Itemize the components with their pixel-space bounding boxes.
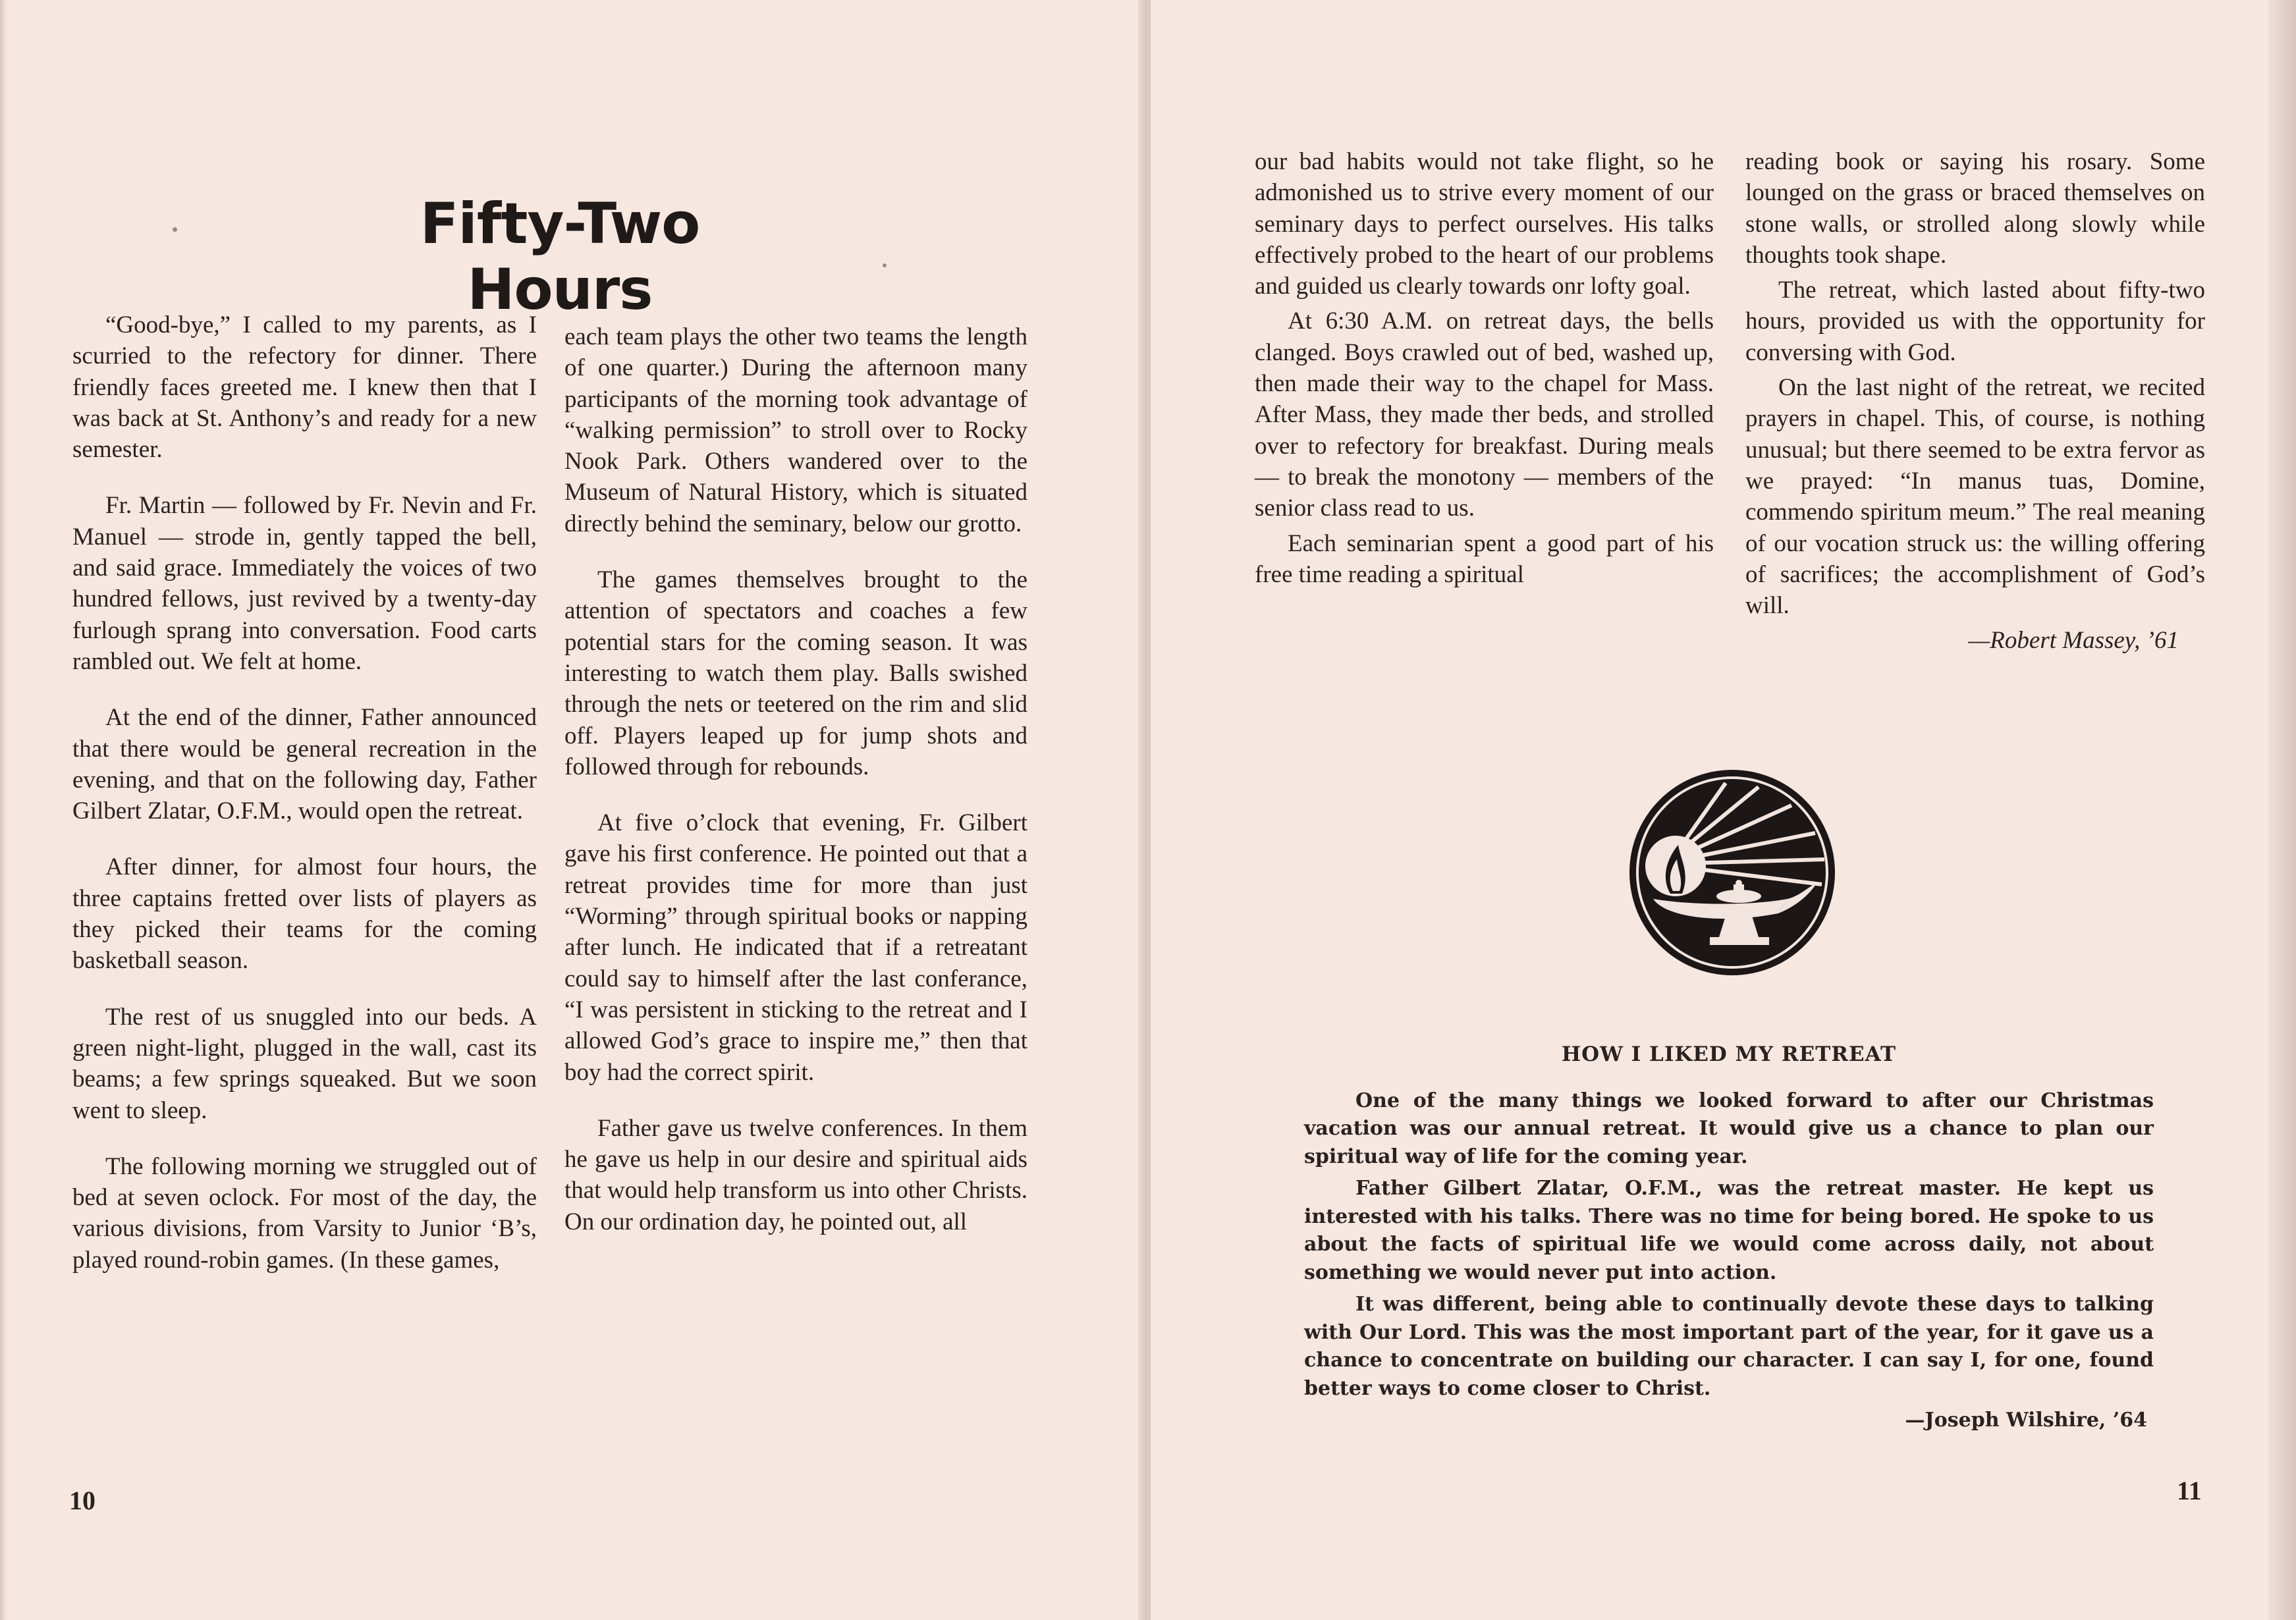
paragraph: The rest of us snuggled into our beds. A green night-light, plugged in the wall, cast its beams; a few springs squeaked. But we soon went to sleep.	[72, 1003, 537, 1124]
page-edge-shadow	[0, 0, 7, 1620]
page-number-right: 11	[2177, 1476, 2202, 1505]
paragraph: One of the many things we looked forward to after our Christmas vacation was our annual retreat. It would give us a chance to plan our spiritual way of life for the coming year.	[1304, 1089, 2154, 1168]
left-column-1	[72, 310, 537, 1301]
right-column-2	[1745, 146, 2205, 657]
author-signature: —Robert Massey, ’61	[1968, 627, 2179, 655]
paragraph: It was different, being able to continually devote these days to talking with Our Lord. This was the most important part of the year, for it gave us a chance to concentrate on building our character. I can say I, for one, found better ways to come closer to Christ.	[1304, 1293, 2154, 1400]
page-number-left: 10	[69, 1486, 96, 1515]
paragraph: Father Gilbert Zlatar, O.F.M., was the retreat master. He kept us interested with his talks. There was no time for being bored. He spoke to us about the facts of spiritual life we would come across daily, not about something we would never put into action.	[1304, 1177, 2154, 1284]
retreat-sidebar	[1304, 1040, 2154, 1435]
paragraph: At the end of the dinner, Father announced that there would be general recreation in the evening, and that on the following day, Father Gilbert Zlatar, O.F.M., would open the retreat.	[72, 704, 537, 825]
paragraph: After dinner, for almost four hours, the three captains fretted over lists of players as they picked their teams for the coming basketball season.	[72, 853, 537, 975]
paper-speck	[883, 263, 887, 267]
paper-speck	[173, 227, 177, 232]
paragraph: Each seminarian spent a good part of his free time reading a spiritual	[1255, 529, 1714, 588]
article-title: Fifty-Two Hours	[420, 191, 700, 323]
paragraph: The retreat, which lasted about fifty-two hours, provided us with the opportunity for conversing with God.	[1745, 277, 2205, 366]
paragraph: The following morning we struggled out of bed at seven oclock. For most of the day, the various divisions, from Varsity to Junior ‘B’s, played round-robin games. (In these games,	[72, 1152, 537, 1274]
left-column-2	[564, 321, 1027, 1262]
paragraph: each team plays the other two teams the length of one quarter.) During the afternoon many participants of the morning took advantage of “walking permission” to stroll over to Rocky Nook Park. Others wandered over to the Museum of Natural History, which is situated directly behind the seminary, below our grotto.	[564, 323, 1027, 537]
right-column-1	[1255, 146, 1714, 594]
paragraph: The games themselves brought to the attention of spectators and coaches a few potential stars for the coming season. It was interesting to watch them play. Balls swished through the nets or teetered on the rim and slid off. Players leaped up for jump shots and followed through for rebounds.	[564, 566, 1027, 780]
left-page	[0, 0, 1143, 1620]
sidebar-heading: HOW I LIKED MY RETREAT	[1561, 1042, 1897, 1066]
author-signature: —Joseph Wilshire, ’64	[1905, 1409, 2147, 1432]
paragraph: our bad habits would not take flight, so he admonished us to strive every moment of our seminary days to perfect ourselves. His talks effectively probed to the heart of our problems and guided us clearly towards onr lofty goal.	[1255, 148, 1714, 300]
paragraph: reading book or saying his rosary. Some lounged on the grass or braced themselves on stone walls, or strolled along slowly while thoughts took shape.	[1745, 148, 2205, 269]
page-edge-shadow	[2268, 0, 2296, 1620]
paragraph: Fr. Martin — followed by Fr. Nevin and Fr. Manuel — strode in, gently tapped the bell, and said grace. Immediately the voices of two hundred fellows, just revived by a twenty-day furlough sprang into conversation. Food carts rambled out. We felt at home.	[72, 492, 537, 675]
lamp-of-learning-icon	[1627, 767, 1838, 978]
paragraph: On the last night of the retreat, we recited prayers in chapel. This, of course, is nothing unusual; but there seemed to be extra fervor as we prayed: “In manus tuas, Domine, commendo spiritum meum.” The real meaning of our vocation struck us: the willing offering of sacrifices; the accomplishment of God’s will.	[1745, 374, 2205, 620]
paragraph: “Good-bye,” I called to my parents, as I scurried to the refectory for dinner. There friendly faces greeted me. I knew then that I was back at St. Anthony’s and ready for a new semester.	[72, 311, 537, 464]
paragraph: At five o’clock that evening, Fr. Gilbert gave his first conference. He pointed out that a retreat provides time for more than just “Worming” through spiritual books or napping after lunch. He indicated that if a retreatant could say to himself after the last conferance, “I was persistent in sticking to the retreat and I allowed God’s grace to inspire me,” then that boy had the correct spirit.	[564, 809, 1027, 1086]
paragraph: At 6:30 A.M. on retreat days, the bells clanged. Boys crawled out of bed, washed up, then made their way to the chapel for Mass. After Mass, they made ther beds, and strolled over to refectory for breakfast. During meals — to break the monotony — members of the senior class read to us.	[1255, 308, 1714, 522]
paragraph: Father gave us twelve conferences. In them he gave us help in our desire and spiritual aids that would help transform us into other Christs. On our ordination day, he pointed out, all	[564, 1114, 1027, 1235]
